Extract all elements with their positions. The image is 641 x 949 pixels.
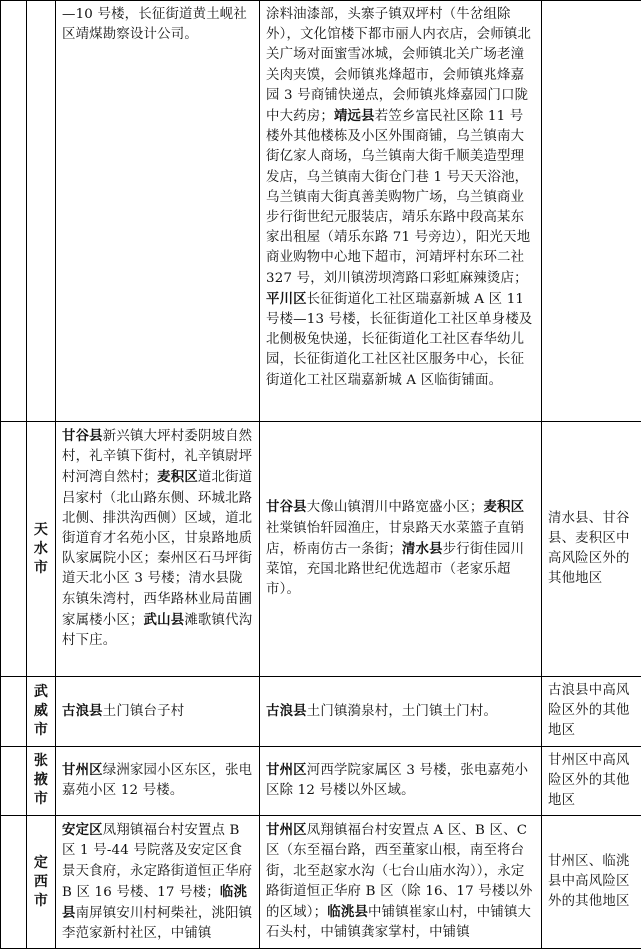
area-text: 凤翔镇福台村安置点 B 区 1 号-44 号院落及安定区食景天食府，永定路街道恒正华府 B 区 16 号楼、17 号楼；: [62, 823, 252, 900]
city-name: 张掖市: [33, 752, 49, 809]
blank-cell: [1, 422, 27, 677]
table-row: [1, 746, 641, 816]
city-cell: [27, 746, 56, 816]
low-risk-cell: [260, 677, 542, 747]
other-area-cell: 甘州区中高风险区外的其他地区: [542, 746, 641, 816]
blank-cell: [1, 677, 27, 747]
area-text: 大像山镇渭川中路宽盛小区；: [307, 500, 484, 515]
county-name: 靖远县: [334, 108, 375, 124]
blank-cell: [1, 746, 27, 816]
other-area-cell: 清水县、甘谷县、麦积区中高风险区外的其他地区: [542, 422, 641, 677]
county-name: 古浪县: [266, 703, 307, 719]
county-name: 麦积区: [157, 469, 198, 485]
county-name: 临洮县: [62, 884, 247, 921]
area-text: 土门镇台子村: [103, 704, 185, 719]
city-name: 武威市: [33, 683, 49, 740]
low-risk-cell: [260, 1, 542, 422]
city-cell: [27, 1, 56, 422]
high-risk-cell: [56, 677, 260, 747]
blank-cell: [1, 1, 27, 422]
county-name: 甘州区: [266, 762, 307, 778]
table-row: [1, 1, 641, 422]
high-risk-cell: [56, 1, 260, 422]
city-cell: [27, 816, 56, 949]
area-text: 长征街道化工社区瑞嘉新城 A 区 11 号楼—13 号楼，长征街道化工社区单身楼及北侧极兔快递，长征街道化工社区春华幼儿园，长征街道化工社区社区服务中心，长征街道化工社区瑞嘉新城 A 区临街铺面。: [266, 292, 533, 388]
table-row: [1, 677, 641, 747]
low-risk-cell: [260, 746, 542, 816]
high-risk-cell: [56, 422, 260, 677]
area-text: 若笠乡富民社区除 11 号楼外其他楼栋及小区外围商铺，乌兰镇南大街亿家人商场，乌兰镇南大街千顺美造型理发店，乌兰镇南大街仓门巷 1 号天天浴池，乌兰镇南大街真善美购物广场，乌兰镇商业步行街世纪元服装店，靖乐东路中段高某东家出租屋（靖乐东路 71 号旁边），阳光天地商业购物中心地下超市，河靖坪村东环二社 327 号，刘川镇涝坝湾路口彩虹麻辣烫店；: [266, 109, 530, 286]
blank-cell: [1, 816, 27, 949]
city-name: 天水市: [33, 521, 49, 578]
other-area-cell: [542, 1, 641, 422]
county-name: 临洮县: [327, 904, 368, 920]
high-risk-cell: [56, 816, 260, 949]
area-text: 绿洲家园小区东区，张电嘉苑小区 12 号楼。: [62, 763, 252, 798]
area-text: 步行街佳园川菜馆，充国北路世纪优选超市（老家乐超市）。: [266, 542, 524, 597]
other-area-cell: 甘州区、临洮县中高风险区外的其他地区: [542, 816, 641, 949]
area-text: 道北街道吕家村（北山路东侧、环城北路北侧、排洪沟西侧）区域，道北街道育才名苑小区，甘泉路地质队家属院小区；秦州区石马坪街道天北小区 3 号楼；清水县陇东镇朱湾村，西华路林业局苗圃家属楼小区；: [62, 470, 252, 627]
area-text: 中铺镇崔家山村，中铺镇大石头村，中铺镇龚家掌村，中铺镇: [266, 905, 531, 940]
county-name: 平川区: [266, 291, 307, 307]
other-area-cell: 古浪县中高风险区外的其他地区: [542, 677, 641, 747]
area-text: 社棠镇怡轩园渔庄，甘泉路天水菜篮子直销店，桥南仿古一条街；: [266, 521, 524, 557]
county-name: 清水县: [402, 541, 443, 557]
city-cell: [27, 677, 56, 747]
low-risk-cell: [260, 422, 542, 677]
county-name: 甘谷县: [266, 499, 307, 515]
area-text: 土门镇漪泉村，土门镇土门村。: [307, 704, 497, 719]
area-text: 滩歌镇代沟村下庄。: [62, 613, 252, 648]
area-text: 凤翔镇福台村安置点 A 区、B 区、C 区（东至福台路，西至董家山根，南至将台街，北至赵家水沟（七台山庙水沟）），永定路街道恒正华府 B 区（除 16、17 号楼以外的区域）；: [266, 823, 533, 920]
city-cell: [27, 422, 56, 677]
city-name: 定西市: [33, 854, 49, 911]
high-risk-cell: [56, 746, 260, 816]
county-name: 甘州区: [266, 822, 307, 838]
area-text: 河西学院家属区 3 号楼，张电嘉苑小区除 12 号楼以外区域。: [266, 763, 528, 798]
county-name: 武山县: [144, 612, 185, 628]
area-text: —10 号楼，长征街道黄土岘社区靖煤勘察设计公司。: [62, 7, 247, 42]
county-name: 古浪县: [62, 703, 103, 719]
table-row: [1, 816, 641, 949]
area-text: 南屏镇安川村柯柴社，洮阳镇李范家新村社区，中铺镇: [62, 906, 252, 941]
county-name: 麦积区: [483, 499, 524, 515]
table-row: [1, 422, 641, 677]
county-name: 甘州区: [62, 762, 103, 778]
low-risk-cell: [260, 816, 542, 949]
area-text: 涂料油漆部，头寨子镇双坪村（牛岔组除外），文化馆楼下都市丽人内衣店，会师镇北关广场对面蜜雪冰城，会师镇北关广场老潼关肉夹馍，会师镇兆烽超市，会师镇兆烽嘉园 3 号商铺快递点，会师镇兆烽嘉园门口陇中大药房；: [266, 7, 531, 124]
county-name: 安定区: [62, 822, 103, 838]
area-text: 新兴镇大坪村委阴坡自然村，礼辛镇下街村，礼辛镇尉坪村河湾自然村；: [62, 429, 252, 485]
county-name: 甘谷县: [62, 428, 103, 444]
